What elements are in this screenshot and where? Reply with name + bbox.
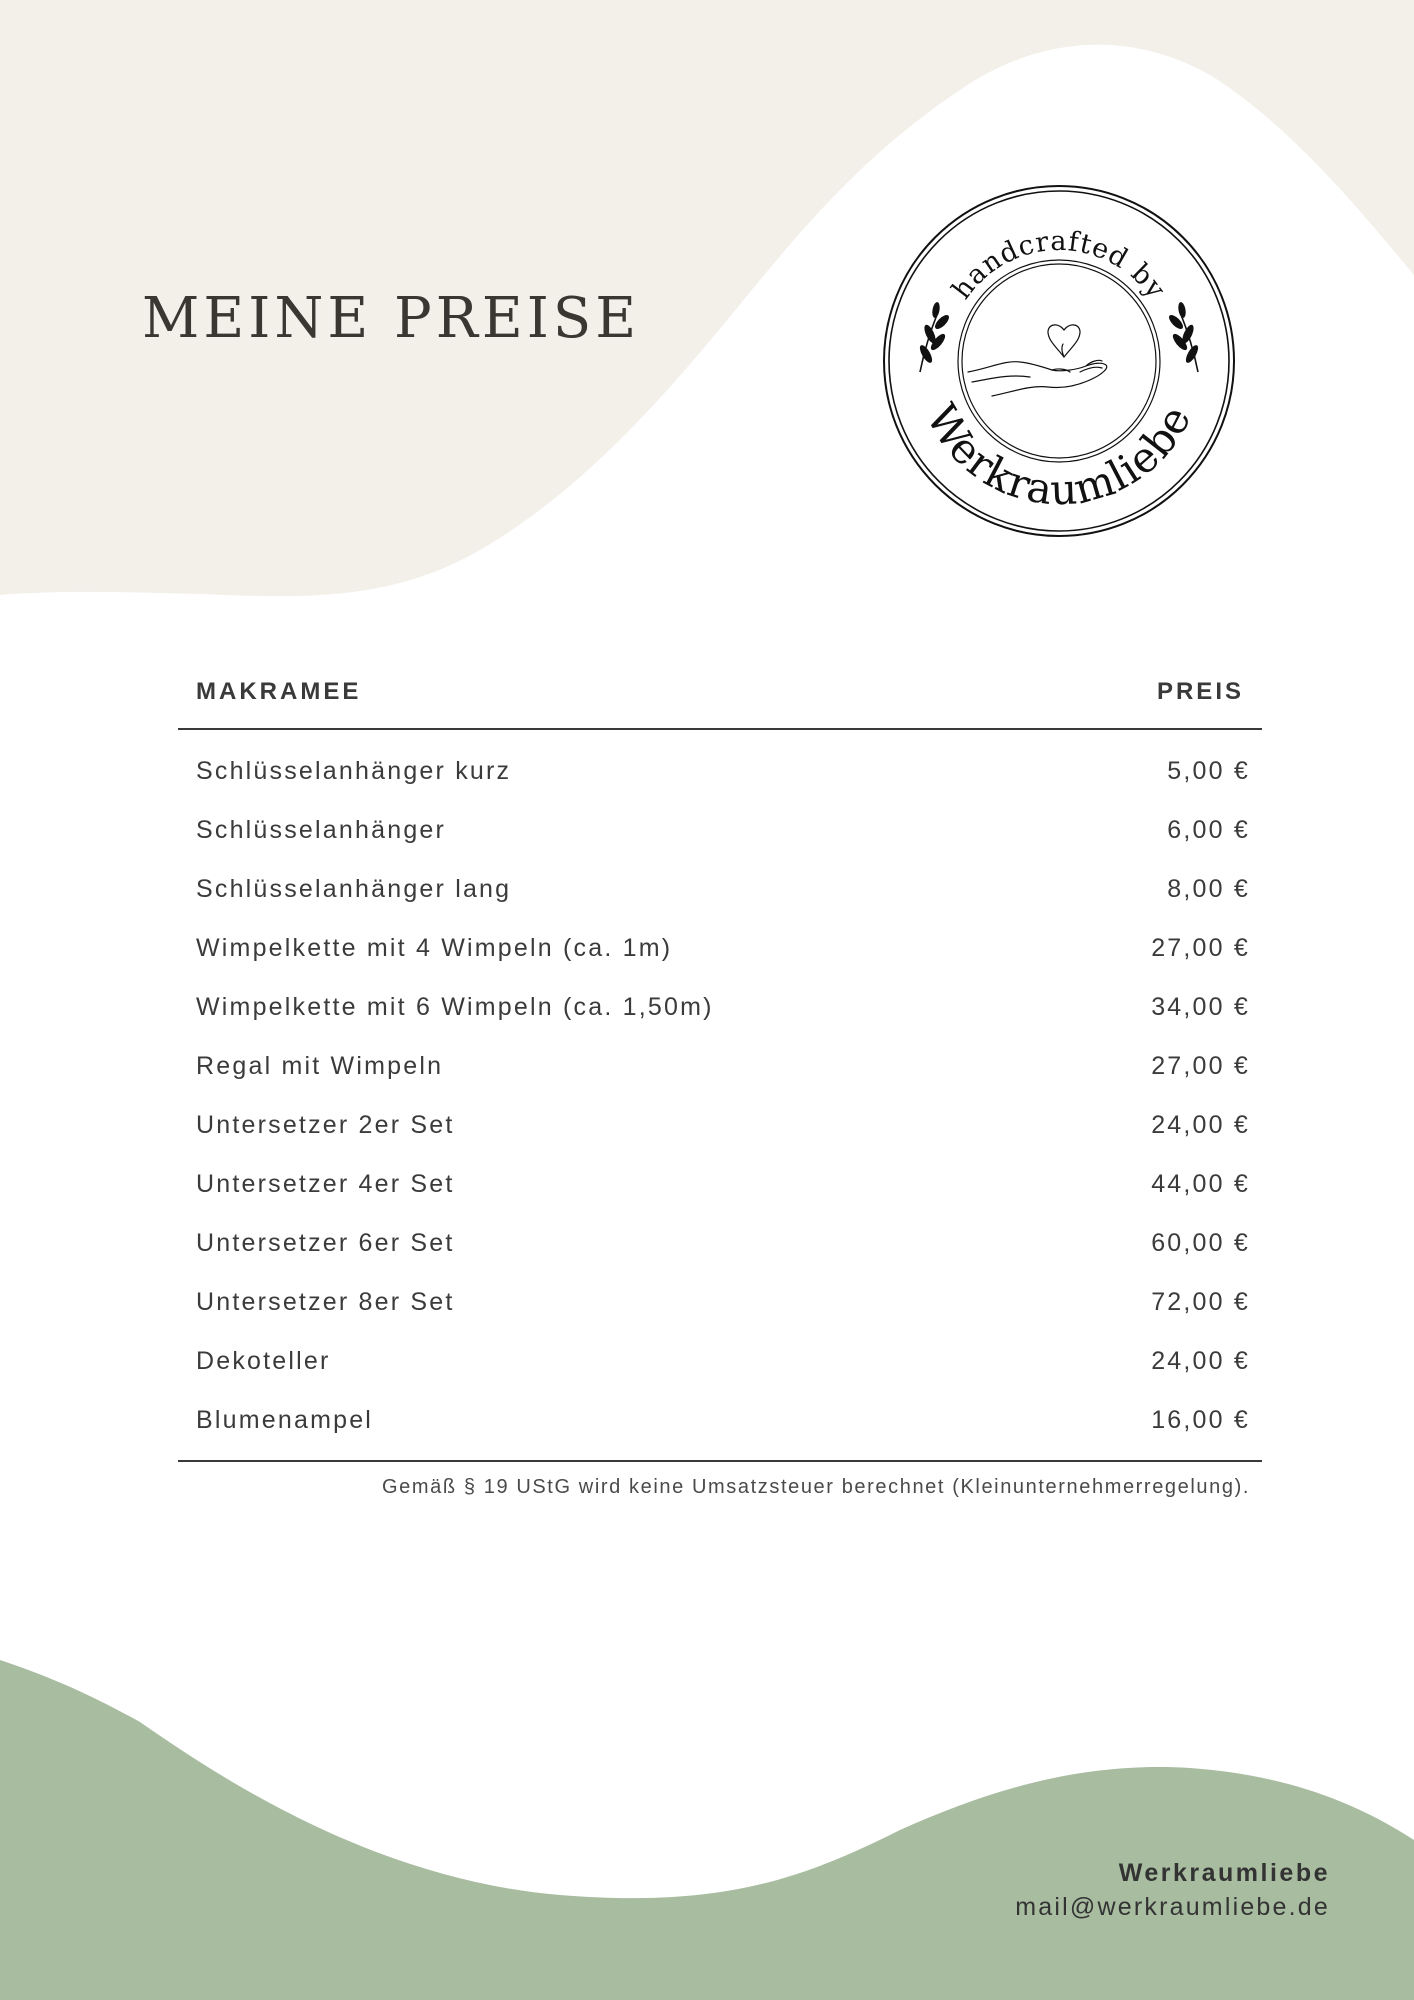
table-row — [178, 917, 1262, 976]
laurel-right-icon — [1167, 302, 1201, 372]
item-price: 60,00 € — [1151, 1229, 1250, 1257]
item-price: 27,00 € — [1151, 1052, 1250, 1080]
item-name: Untersetzer 6er Set — [196, 1229, 455, 1257]
footer-business-name: Werkraumliebe — [1118, 1859, 1330, 1887]
werkraumliebe-logo — [880, 182, 1238, 540]
price-table — [178, 666, 1262, 1499]
item-name: Wimpelkette mit 6 Wimpeln (ca. 1,50m) — [196, 993, 714, 1021]
table-row — [178, 1389, 1262, 1448]
footer-email: mail@werkraumliebe.de — [1015, 1893, 1330, 1921]
page-title: MEINE PREISE — [142, 286, 641, 351]
item-price: 44,00 € — [1151, 1170, 1250, 1198]
table-row — [178, 1094, 1262, 1153]
item-price: 8,00 € — [1167, 875, 1250, 903]
item-name: Schlüsselanhänger kurz — [196, 757, 512, 785]
svg-text:handcrafted by — [946, 226, 1172, 305]
table-row — [178, 858, 1262, 917]
item-name: Wimpelkette mit 4 Wimpeln (ca. 1m) — [196, 934, 673, 962]
table-row — [178, 799, 1262, 858]
logo-brand-text: Werkraumliebe — [916, 395, 1201, 515]
table-header — [178, 666, 1262, 730]
svg-text:Werkraumliebe — [917, 396, 1201, 515]
item-price: 6,00 € — [1167, 816, 1250, 844]
price-rows — [178, 730, 1262, 1462]
column-header-price: PREIS — [1156, 678, 1244, 705]
table-row — [178, 1153, 1262, 1212]
logo-top-text: handcrafted by — [946, 225, 1172, 306]
table-row — [178, 740, 1262, 799]
item-price: 24,00 € — [1151, 1111, 1250, 1139]
footer-contact — [1015, 1856, 1330, 1924]
item-price: 34,00 € — [1151, 993, 1250, 1021]
item-name: Untersetzer 2er Set — [196, 1111, 455, 1139]
hand-holding-heart-icon — [968, 325, 1107, 396]
laurel-left-icon — [918, 302, 952, 372]
item-price: 5,00 € — [1167, 757, 1250, 785]
item-price: 27,00 € — [1151, 934, 1250, 962]
column-header-category: MAKRAMEE — [196, 678, 362, 705]
item-name: Untersetzer 8er Set — [196, 1288, 455, 1316]
item-price: 24,00 € — [1151, 1347, 1250, 1375]
tax-note: Gemäß § 19 UStG wird keine Umsatzsteuer berechnet (Kleinunternehmerregelung). — [382, 1476, 1250, 1498]
table-row — [178, 1035, 1262, 1094]
item-name: Schlüsselanhänger lang — [196, 875, 512, 903]
item-name: Regal mit Wimpeln — [196, 1052, 444, 1080]
green-wave-shape — [0, 1660, 1414, 2000]
item-price: 16,00 € — [1151, 1406, 1250, 1434]
table-row — [178, 1271, 1262, 1330]
item-name: Untersetzer 4er Set — [196, 1170, 455, 1198]
item-name: Schlüsselanhänger — [196, 816, 447, 844]
table-row — [178, 976, 1262, 1035]
table-row — [178, 1212, 1262, 1271]
table-row — [178, 1330, 1262, 1389]
item-name: Blumenampel — [196, 1406, 374, 1434]
item-name: Dekoteller — [196, 1347, 331, 1375]
item-price: 72,00 € — [1151, 1288, 1250, 1316]
